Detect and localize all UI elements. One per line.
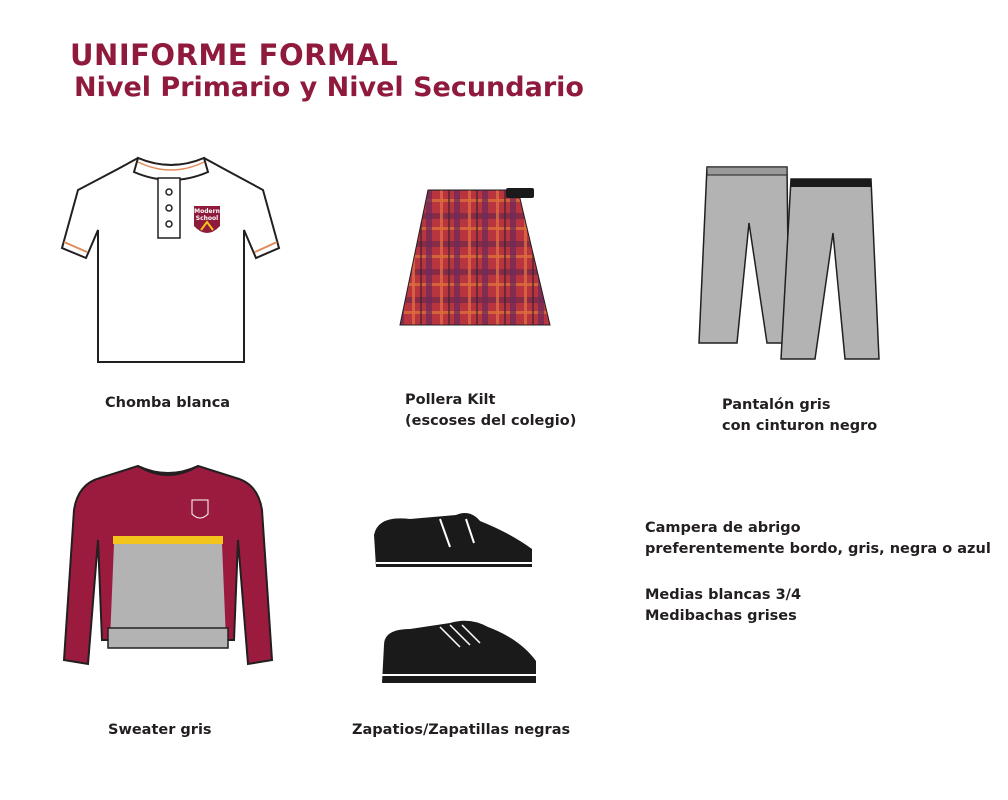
polo-shirt-icon (58, 150, 283, 370)
note-jacket: Campera de abrigo preferentemente bordo, gris, negra o azul (645, 520, 991, 557)
plaid-skirt-icon (398, 185, 553, 335)
note-socks: Medias blancas 3/4 Medibachas grises (645, 587, 802, 624)
svg-text:School: School (195, 215, 219, 222)
item-caption-skirt: Pollera Kilt (escoses del colegio) (405, 392, 577, 429)
page-subtitle: Nivel Primario y Nivel Secundario (74, 72, 584, 103)
item-caption-shoes: Zapatios/Zapatillas negras (352, 722, 571, 738)
page-title: UNIFORME FORMAL (70, 38, 399, 72)
sweater-icon (58, 460, 278, 670)
svg-text:Modern: Modern (194, 208, 220, 215)
black-shoes-icon (370, 505, 540, 700)
item-caption-polo: Chomba blanca (105, 395, 231, 411)
item-caption-sweater: Sweater gris (108, 722, 212, 738)
item-caption-trousers: Pantalón gris con cinturon negro (722, 397, 878, 434)
gray-trousers-icon (695, 163, 885, 363)
